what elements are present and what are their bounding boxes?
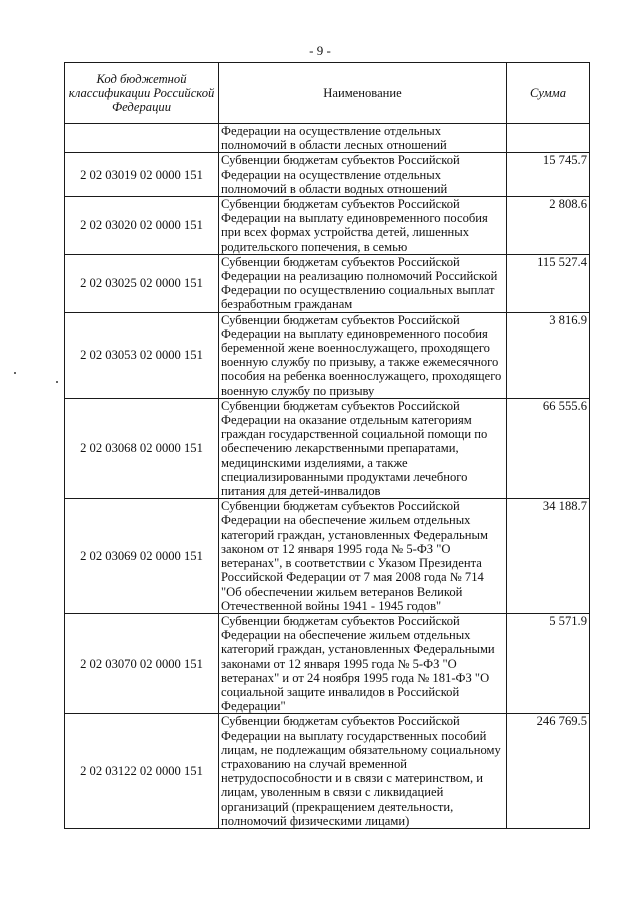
- amount-cell: 5 571.9: [507, 613, 590, 713]
- item-name-cell: [219, 124, 507, 153]
- item-name-line: лицам, уволенным в связи с ликвидацией: [221, 785, 444, 800]
- item-name-line: ветеранах" и от 24 ноября 1995 года № 181-ФЗ "О: [221, 670, 490, 685]
- header-code: Код бюджетной классификации Российской Федерации: [65, 63, 219, 124]
- amount-cell: 2 808.6: [507, 197, 590, 255]
- item-name-cell: [219, 254, 507, 312]
- budget-code-cell: 2 02 03053 02 0000 151: [65, 312, 219, 398]
- budget-code-cell: 2 02 03020 02 0000 151: [65, 197, 219, 255]
- item-name-line: Федерации на обеспечение жильем отдельных: [221, 628, 471, 643]
- item-name-line: при всех формах устройства детей, лишенных: [221, 225, 470, 240]
- item-name-line: Федерации на выплату единовременного пособия: [221, 211, 488, 226]
- item-name-cell: [219, 714, 507, 829]
- item-name-line: полномочий в области водных отношений: [221, 181, 448, 196]
- scan-speck: [56, 381, 58, 383]
- item-name-line: Отечественной войны 1941 - 1945 годов": [221, 598, 442, 613]
- item-name-line: родительского попечения, в семью: [221, 239, 408, 254]
- amount-cell: 15 745.7: [507, 153, 590, 197]
- item-name-line: "Об обеспечении жильем ветеранов Великой: [221, 584, 463, 599]
- table-row: [65, 613, 590, 713]
- budget-code-cell: 2 02 03068 02 0000 151: [65, 398, 219, 498]
- item-name-line: организаций (прекращением деятельности,: [221, 799, 454, 814]
- item-name-line: специализированными продуктами лечебного: [221, 469, 468, 484]
- item-name-line: Российской Федерации от 7 мая 2008 года № 714: [221, 570, 484, 585]
- item-name-line: Федерации по осуществлению социальных выплат: [221, 283, 495, 298]
- item-name-line: Федерации на осуществление отдельных: [221, 124, 441, 138]
- item-name-line: военную службу по призыву, а также ежемесячного: [221, 355, 499, 370]
- item-name-line: полномочий физическими лицами): [221, 813, 410, 828]
- table-row: [65, 254, 590, 312]
- budget-code-cell: [65, 124, 219, 153]
- table-body: [65, 124, 590, 829]
- item-name-line: медицинскими изделиями, а также: [221, 455, 408, 470]
- item-name-line: лицам, не подлежащим обязательному социальному: [221, 742, 501, 757]
- amount-cell: 246 769.5: [507, 714, 590, 829]
- item-name-cell: [219, 398, 507, 498]
- item-name-line: Субвенции бюджетам субъектов Российской: [221, 714, 460, 729]
- budget-code-cell: 2 02 03070 02 0000 151: [65, 613, 219, 713]
- item-name-line: Федерации на осуществление отдельных: [221, 167, 441, 182]
- budget-code-cell: 2 02 03025 02 0000 151: [65, 254, 219, 312]
- item-name-line: категорий граждан, установленных Федеральными: [221, 642, 495, 657]
- item-name-line: Федерации на выплату государственных пособий: [221, 728, 487, 743]
- item-name-line: Субвенции бюджетам субъектов Российской: [221, 613, 460, 628]
- item-name-line: социальной защите инвалидов в Российской: [221, 684, 460, 699]
- item-name-line: Субвенции бюджетам субъектов Российской: [221, 254, 460, 269]
- amount-cell: 66 555.6: [507, 398, 590, 498]
- item-name-line: военную службу по призыву: [221, 383, 375, 398]
- table-row: [65, 124, 590, 153]
- item-name-line: Федерации на выплату единовременного пособия: [221, 326, 488, 341]
- item-name-line: Федерации на обеспечение жильем отдельных: [221, 513, 471, 528]
- amount-cell: [507, 124, 590, 153]
- item-name-line: Федерации на реализацию полномочий Российской: [221, 269, 498, 284]
- budget-code-cell: 2 02 03069 02 0000 151: [65, 499, 219, 614]
- item-name-line: обеспечению лекарственными препаратами,: [221, 441, 459, 456]
- item-name-line: категорий граждан, установленных Федеральным: [221, 527, 488, 542]
- item-name-cell: [219, 153, 507, 197]
- item-name-line: пособия на ребенка военнослужащего, проходящего: [221, 369, 502, 384]
- page-number: - 9 -: [309, 43, 331, 58]
- item-name-line: Субвенции бюджетам субъектов Российской: [221, 499, 460, 514]
- item-name-line: нетрудоспособности и в связи с материнством, и: [221, 771, 483, 786]
- item-name-line: Субвенции бюджетам субъектов Российской: [221, 398, 460, 413]
- amount-cell: 3 816.9: [507, 312, 590, 398]
- item-name-line: законом от 12 января 1995 года № 5-ФЗ "О: [221, 541, 451, 556]
- item-name-line: ветеранах", в соответствии с Указом Президента: [221, 556, 482, 571]
- table-row: [65, 153, 590, 197]
- item-name-line: страхованию на случай временной: [221, 756, 408, 771]
- table-row: [65, 714, 590, 829]
- header-sum: Сумма: [507, 63, 590, 124]
- item-name-line: Федерации на оказание отдельным категориям: [221, 413, 472, 428]
- table-row: [65, 398, 590, 498]
- item-name-line: законами от 12 января 1995 года № 5-ФЗ "О: [221, 656, 457, 671]
- amount-cell: 34 188.7: [507, 499, 590, 614]
- item-name-line: Субвенции бюджетам субъектов Российской: [221, 153, 460, 168]
- item-name-line: граждан государственной социальной помощи по: [221, 427, 488, 442]
- table-row: [65, 197, 590, 255]
- table-row: [65, 499, 590, 614]
- item-name-line: беременной жене военнослужащего, проходящего: [221, 341, 490, 356]
- header-name: Наименование: [219, 63, 507, 124]
- item-name-line: Субвенции бюджетам субъектов Российской: [221, 197, 460, 212]
- amount-cell: 115 527.4: [507, 254, 590, 312]
- item-name-line: безработным гражданам: [221, 297, 353, 312]
- budget-code-cell: 2 02 03019 02 0000 151: [65, 153, 219, 197]
- table-row: [65, 312, 590, 398]
- item-name-line: полномочий в области лесных отношений: [221, 138, 447, 153]
- budget-table: [64, 62, 590, 829]
- item-name-cell: [219, 613, 507, 713]
- budget-code-cell: 2 02 03122 02 0000 151: [65, 714, 219, 829]
- item-name-line: Субвенции бюджетам субъектов Российской: [221, 312, 460, 327]
- item-name-cell: [219, 499, 507, 614]
- item-name-cell: [219, 197, 507, 255]
- item-name-line: Федерации": [221, 699, 286, 714]
- scan-speck: [14, 372, 16, 374]
- item-name-cell: [219, 312, 507, 398]
- table-header-row: [65, 63, 590, 124]
- item-name-line: питания для детей-инвалидов: [221, 484, 381, 499]
